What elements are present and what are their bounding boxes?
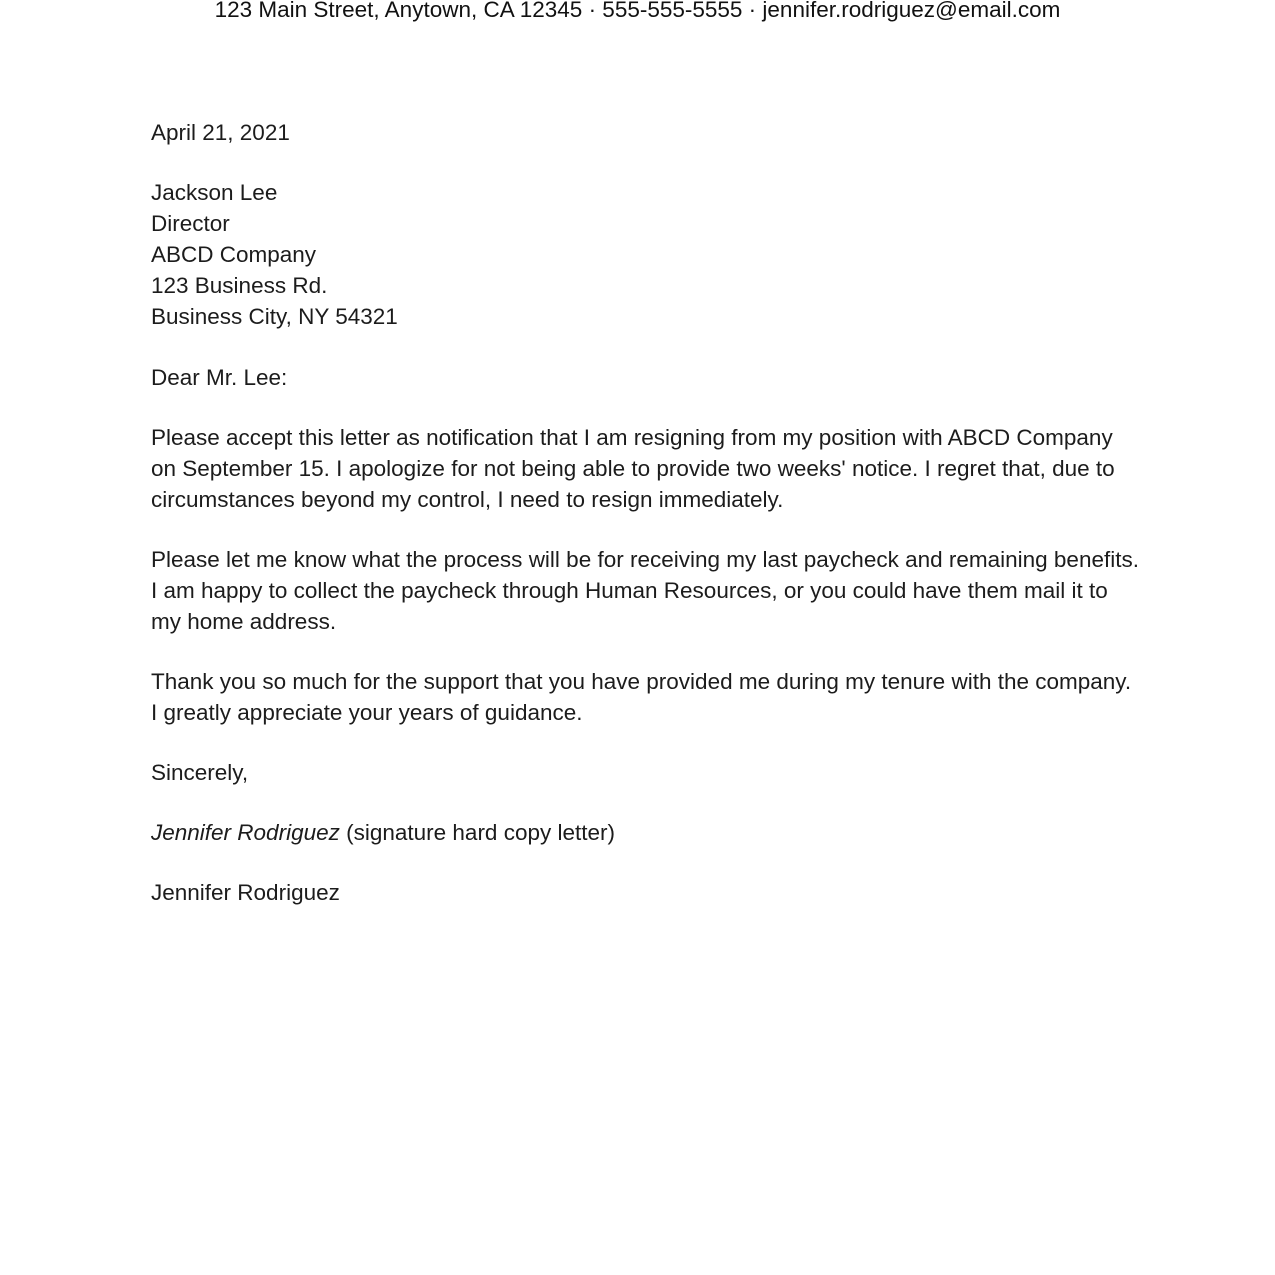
recipient-city-state-zip: Business City, NY 54321: [151, 304, 398, 329]
typed-name-block: [151, 877, 1141, 908]
letter-date-block: [151, 117, 1141, 148]
closing-block: [151, 757, 1141, 788]
sender-contact-line: 123 Main Street, Anytown, CA 12345 · 555-555-5555 · jennifer.rodriguez@email.com: [214, 0, 1061, 22]
salutation-block: [151, 362, 1141, 393]
closing: Sincerely,: [151, 760, 249, 785]
recipient-street: 123 Business Rd.: [151, 273, 328, 298]
body-paragraph-3: Thank you so much for the support that you have provided me during my tenure with the company. I greatly appreciate your years of guidance.: [151, 669, 1132, 725]
letter-body: [151, 117, 1141, 937]
signature-block: [151, 817, 1141, 848]
body-paragraph-2: Please let me know what the process will be for receiving my last paycheck and remaining benefits. I am happy to collect the paycheck through Human Resources, or you could have them mail it to my home address.: [151, 547, 1139, 634]
letter-date: April 21, 2021: [151, 120, 290, 145]
recipient-title: Director: [151, 211, 230, 236]
recipient-company: ABCD Company: [151, 242, 317, 267]
signature-name: Jennifer Rodriguez: [151, 820, 340, 845]
signature-line: [151, 817, 1141, 848]
salutation: Dear Mr. Lee:: [151, 365, 288, 390]
body-paragraph-1: Please accept this letter as notification that I am resigning from my position with ABCD Company on September 15. I apologize for not being able to provide two weeks' notice. I regret that, due to circumstances beyond my control, I need to resign immediately.: [151, 425, 1115, 512]
recipient-address-block: [151, 177, 1141, 332]
recipient-name: Jackson Lee: [151, 180, 278, 205]
typed-name: Jennifer Rodriguez: [151, 880, 340, 905]
signature-note: (signature hard copy letter): [339, 820, 615, 845]
